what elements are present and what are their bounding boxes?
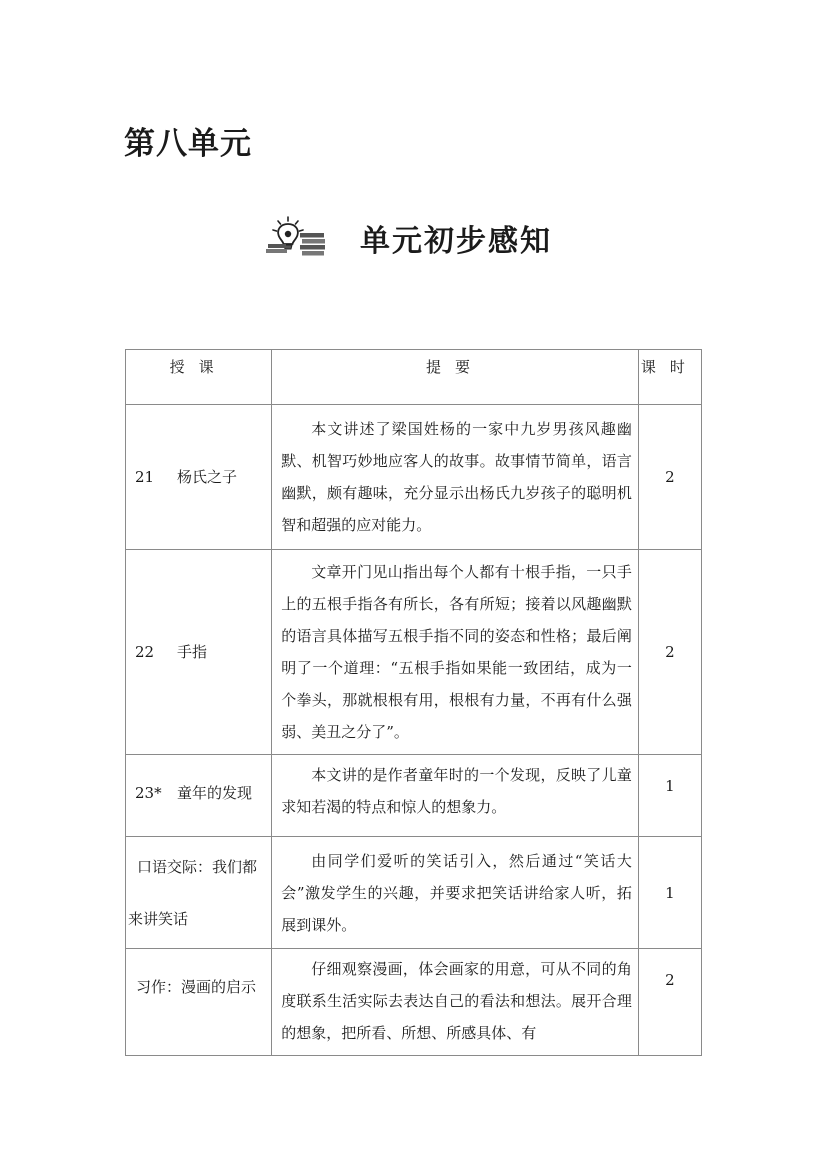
unit-title: 第八单元 [124,126,252,162]
table-row [126,837,702,949]
header-hours: 课时 [638,350,701,405]
summary-cell: 由同学们爱听的笑话引入，然后通过“笑话大会”激发学生的兴趣，并要求把笑话讲给家人听，拓展到课外。 [272,837,639,949]
section-title: 单元初步感知 [360,224,552,259]
lesson-title: 习作：漫画的启示 [136,978,257,996]
summary-cell: 仔细观察漫画，体会画家的用意，可从不同的角度联系生活实际去表达自己的看法和想法。展开合理的想象，把所看、所想、所感具体、有 [272,949,639,1056]
summary-cell: 本文讲述了梁国姓杨的一家中九岁男孩风趣幽默、机智巧妙地应客人的故事。故事情节简单，语言幽默，颇有趣味，充分显示出杨氏九岁孩子的聪明机智和超强的应对能力。 [272,405,639,550]
hours-cell: 2 [638,405,701,550]
table-header-row [126,350,702,405]
header-lesson: 授课 [126,350,272,405]
lesson-number: 21 [135,468,155,486]
lesson-number: 22 [135,643,155,661]
summary-cell: 本文讲的是作者童年时的一个发现，反映了儿童求知若渴的特点和惊人的想象力。 [272,755,639,837]
lesson-cell [126,550,272,755]
table-row [126,550,702,755]
lightbulb-books-icon [264,214,328,258]
lesson-table [125,349,702,1056]
lesson-title: 手指 [177,643,208,661]
hours-cell: 2 [638,550,701,755]
lesson-cell [126,405,272,550]
table-row [126,949,702,1056]
hours-cell: 1 [638,837,701,949]
lesson-cell [126,837,272,949]
lesson-title: 童年的发现 [177,784,253,802]
hours-cell: 1 [638,755,701,837]
table-row [126,405,702,550]
table-row [126,755,702,837]
hours-cell: 2 [638,949,701,1056]
lesson-number: 23* [135,784,162,802]
lesson-title: 口语交际：我们都来讲笑话 [128,857,258,928]
lesson-cell [126,949,272,1056]
lesson-cell [126,755,272,837]
header-summary: 提要 [272,350,639,405]
lesson-title: 杨氏之子 [177,468,238,486]
summary-cell: 文章开门见山指出每个人都有十根手指，一只手上的五根手指各有所长，各有所短；接着以风趣幽默的语言具体描写五根手指不同的姿态和性格；最后阐明了一个道理：“五根手指如果能一致团结，成为一个拳头，那就根根有用，根根有力量，不再有什么强弱、美丑之分了”。 [272,550,639,755]
